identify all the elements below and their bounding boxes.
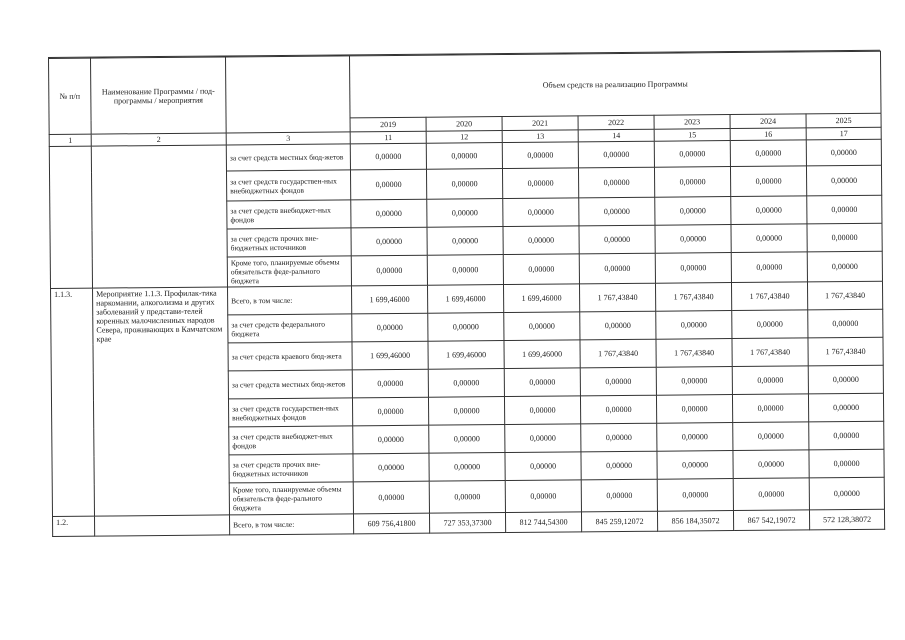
amount-cell: 0,00000	[428, 313, 504, 342]
amount-cell: 1 767,43840	[656, 339, 732, 368]
funding-source: за счет средств краевого бюд-жета	[228, 342, 352, 371]
amount-cell: 0,00000	[807, 251, 882, 282]
column-number: 14	[578, 129, 654, 142]
table-body	[49, 139, 884, 536]
amount-cell: 0,00000	[654, 167, 730, 198]
program-name: Мероприятие 1.1.3. Профилак-тика наркомании, алкоголизма и других заболеваний у представи-телей коренных малочисленных народов Севера, проживающих в Камчатском крае	[93, 287, 230, 516]
amount-cell: 1 767,43840	[732, 338, 808, 367]
amount-cell: 0,00000	[351, 199, 427, 228]
funding-source: за счет средств местных бюд-жетов	[228, 370, 352, 399]
amount-cell: 867 542,19072	[733, 510, 809, 531]
amount-cell: 0,00000	[502, 142, 578, 169]
column-number: 1	[49, 134, 91, 146]
amount-cell: 0,00000	[429, 481, 505, 514]
amount-cell: 0,00000	[809, 477, 884, 510]
amount-cell: 0,00000	[429, 453, 505, 482]
funding-source: Кроме того, планируемые объемы обязательств феде-рального бюджета	[227, 256, 351, 287]
amount-cell: 0,00000	[426, 169, 502, 200]
amount-cell: 1 699,46000	[352, 341, 428, 370]
amount-cell: 0,00000	[428, 397, 504, 426]
amount-cell: 0,00000	[504, 312, 580, 341]
amount-cell: 0,00000	[656, 395, 732, 424]
amount-cell: 0,00000	[428, 369, 504, 398]
amount-cell: 0,00000	[352, 369, 428, 398]
amount-cell: 0,00000	[351, 255, 427, 286]
amount-cell: 0,00000	[505, 424, 581, 453]
amount-cell: 0,00000	[654, 141, 730, 168]
amount-cell: 727 353,37300	[429, 513, 505, 534]
funding-source: за счет средств внебюджет-ных фондов	[227, 200, 351, 229]
amount-cell: 0,00000	[504, 396, 580, 425]
column-number: 2	[91, 133, 226, 146]
amount-cell: 0,00000	[352, 313, 428, 342]
amount-cell: 0,00000	[429, 425, 505, 454]
header-year: 2024	[730, 114, 806, 129]
header-year: 2023	[654, 115, 730, 130]
funding-source: Всего, в том числе:	[228, 286, 352, 315]
amount-cell: 0,00000	[350, 169, 426, 200]
header-year: 2020	[426, 117, 502, 132]
column-number: 13	[502, 130, 578, 143]
amount-cell: 0,00000	[503, 254, 579, 285]
funding-source: за счет средств государствен-ных внебюджетных фондов	[228, 398, 352, 427]
amount-cell: 0,00000	[578, 167, 654, 198]
amount-cell: 845 259,12072	[581, 511, 657, 532]
amount-cell: 0,00000	[350, 143, 426, 170]
amount-cell: 0,00000	[503, 226, 579, 255]
amount-cell: 1 699,46000	[352, 285, 428, 314]
funding-source: Всего, в том числе:	[229, 514, 353, 535]
amount-cell: 0,00000	[808, 365, 883, 394]
header-year: 2025	[806, 113, 881, 128]
amount-cell: 0,00000	[809, 449, 884, 478]
amount-cell: 0,00000	[351, 227, 427, 256]
amount-cell: 856 184,35072	[657, 511, 733, 532]
header-number: № п/п	[49, 58, 92, 134]
amount-cell: 0,00000	[732, 366, 808, 395]
program-name	[94, 515, 229, 536]
amount-cell: 0,00000	[657, 451, 733, 480]
amount-cell: 0,00000	[655, 197, 731, 226]
amount-cell: 0,00000	[427, 255, 503, 286]
amount-cell: 0,00000	[807, 195, 882, 224]
amount-cell: 572 128,38072	[809, 509, 884, 530]
amount-cell: 0,00000	[733, 478, 809, 511]
amount-cell: 1 767,43840	[731, 282, 807, 311]
row-number: 1.2.	[53, 516, 95, 536]
amount-cell: 0,00000	[427, 199, 503, 228]
amount-cell: 0,00000	[733, 450, 809, 479]
column-number: 15	[654, 129, 730, 142]
amount-cell: 1 767,43840	[808, 337, 883, 366]
amount-cell: 0,00000	[731, 252, 807, 283]
row-number	[49, 146, 92, 288]
amount-cell: 0,00000	[808, 393, 883, 422]
amount-cell: 0,00000	[655, 253, 731, 284]
amount-cell: 0,00000	[807, 223, 882, 252]
column-number: 17	[806, 127, 881, 140]
amount-cell: 0,00000	[730, 166, 806, 197]
amount-cell: 0,00000	[579, 225, 655, 254]
amount-cell: 0,00000	[580, 367, 656, 396]
column-number: 3	[226, 132, 350, 145]
column-number: 16	[730, 128, 806, 141]
amount-cell: 1 699,46000	[503, 284, 579, 313]
amount-cell: 0,00000	[731, 224, 807, 253]
funding-source: за счет средств прочих вне-бюджетных источников	[227, 228, 351, 257]
amount-cell: 0,00000	[657, 479, 733, 512]
funding-source: за счет средств внебюджет-ных фондов	[229, 426, 353, 455]
amount-cell: 0,00000	[502, 168, 578, 199]
amount-cell: 0,00000	[731, 196, 807, 225]
amount-cell: 609 756,41800	[353, 513, 429, 534]
amount-cell: 0,00000	[733, 422, 809, 451]
amount-cell: 0,00000	[503, 198, 579, 227]
row-number: 1.1.3.	[51, 288, 95, 516]
amount-cell: 0,00000	[352, 397, 428, 426]
column-number: 12	[426, 131, 502, 144]
amount-cell: 0,00000	[580, 395, 656, 424]
amount-cell: 0,00000	[806, 165, 881, 196]
amount-cell: 0,00000	[732, 310, 808, 339]
funding-source: Кроме того, планируемые объемы обязательств феде-рального бюджета	[229, 482, 353, 515]
amount-cell: 0,00000	[581, 479, 657, 512]
funding-source: за счет средств федерального бюджета	[228, 314, 352, 343]
amount-cell: 1 699,46000	[428, 341, 504, 370]
amount-cell: 0,00000	[655, 225, 731, 254]
amount-cell: 1 767,43840	[579, 283, 655, 312]
header-funding: Объем средств на реализацию Программы	[349, 51, 881, 118]
amount-cell: 0,00000	[580, 311, 656, 340]
amount-cell: 0,00000	[732, 394, 808, 423]
amount-cell: 0,00000	[505, 480, 581, 513]
amount-cell: 0,00000	[504, 368, 580, 397]
amount-cell: 0,00000	[505, 452, 581, 481]
amount-cell: 1 699,46000	[504, 340, 580, 369]
amount-cell: 1 767,43840	[807, 281, 882, 310]
amount-cell: 0,00000	[579, 253, 655, 284]
amount-cell: 0,00000	[656, 367, 732, 396]
header-year: 2019	[350, 117, 426, 132]
funding-source: за счет средств местных бюд-жетов	[226, 144, 350, 171]
program-name	[91, 145, 227, 288]
amount-cell: 0,00000	[809, 421, 884, 450]
amount-cell: 0,00000	[353, 453, 429, 482]
amount-cell: 812 744,54300	[505, 512, 581, 533]
header-year: 2022	[578, 115, 654, 130]
column-number: 11	[350, 131, 426, 144]
amount-cell: 0,00000	[578, 141, 654, 168]
amount-cell: 0,00000	[581, 451, 657, 480]
header-program-name: Наименование Программы / под-программы / мероприятия	[91, 57, 227, 134]
header-year: 2021	[502, 116, 578, 131]
funding-source: за счет средств прочих вне-бюджетных источников	[229, 454, 353, 483]
budget-table	[48, 51, 885, 537]
amount-cell: 1 767,43840	[655, 283, 731, 312]
amount-cell: 0,00000	[806, 139, 881, 166]
amount-cell: 0,00000	[579, 197, 655, 226]
amount-cell: 1 767,43840	[580, 339, 656, 368]
amount-cell: 0,00000	[656, 311, 732, 340]
amount-cell: 0,00000	[353, 481, 429, 514]
amount-cell: 0,00000	[808, 309, 883, 338]
amount-cell: 1 699,46000	[427, 285, 503, 314]
funding-source: за счет средств государствен-ных внебюджетных фондов	[226, 170, 350, 201]
header-source	[225, 56, 350, 133]
amount-cell: 0,00000	[730, 140, 806, 167]
amount-cell: 0,00000	[353, 425, 429, 454]
amount-cell: 0,00000	[426, 143, 502, 170]
amount-cell: 0,00000	[657, 423, 733, 452]
amount-cell: 0,00000	[427, 227, 503, 256]
amount-cell: 0,00000	[581, 423, 657, 452]
